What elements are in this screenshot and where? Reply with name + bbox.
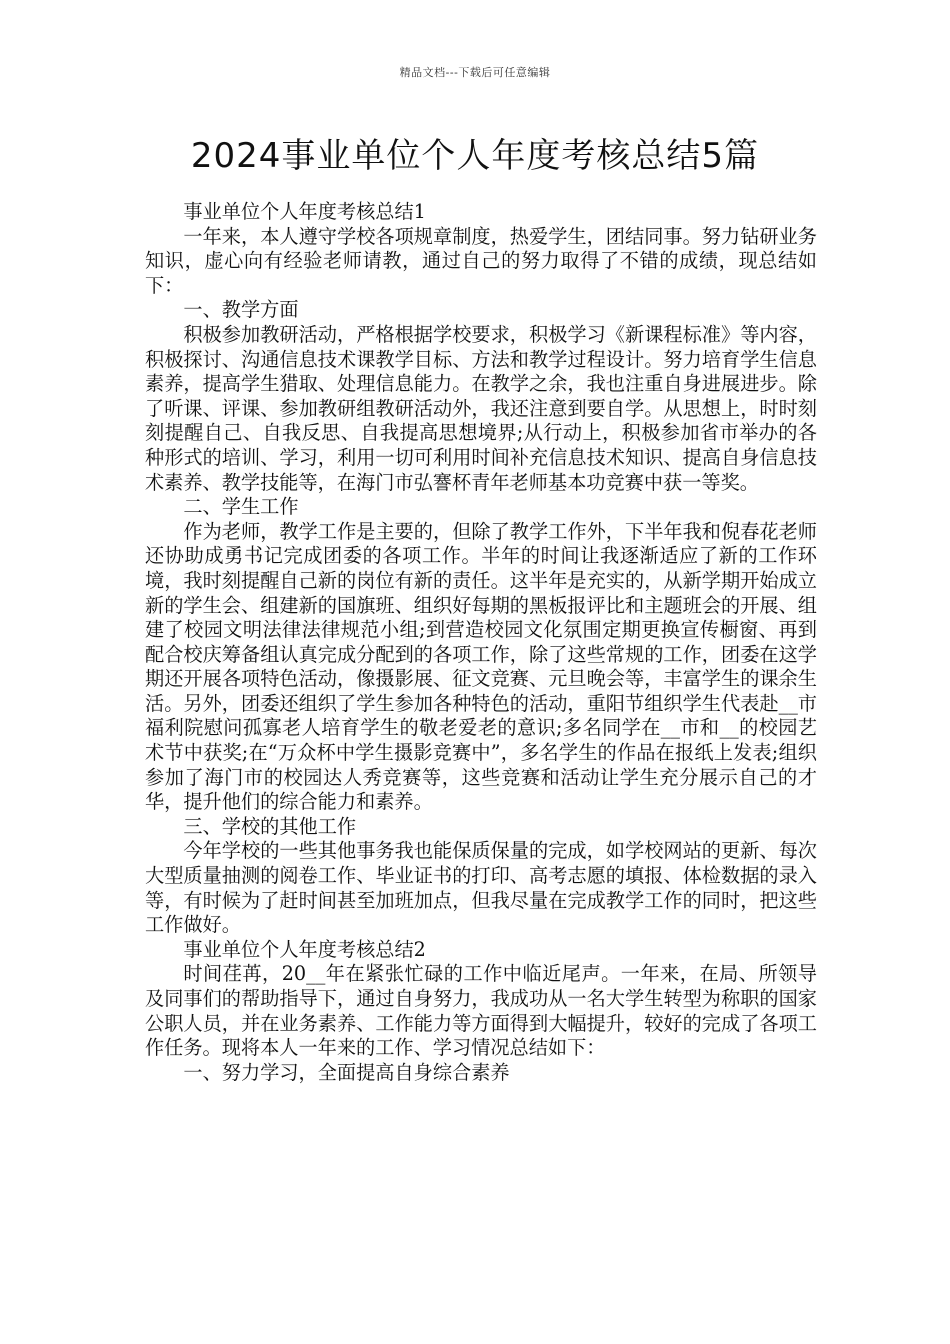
paragraph: 积极参加教研活动，严格根据学校要求，积极学习《新课程标准》等内容，积极探讨、沟通信息技术课教学目标、方法和教学过程设计。努力培育学生信息素养，提高学生猎取、处理信息能力。在教学之余，我也注重自身进展进步。除了听课、评课、参加教研组教研活动外，我还注意到要自学。从思想上，时时刻刻提醒自己、自我反思、自我提高思想境界;从行动上，积极参加省市举办的各种形式的培训、学习，利用一切可利用时间补充信息技术知识、提高自身信息技术素养、教学技能等，在海门市弘謇杯青年老师基本功竞赛中获一等奖。	[145, 322, 817, 494]
paragraph: 作为老师，教学工作是主要的，但除了教学工作外，下半年我和倪春花老师还协助成勇书记完成团委的各项工作。半年的时间让我逐渐适应了新的工作环境，我时刻提醒自己新的岗位有新的责任。这半年是充实的，从新学期开始成立新的学生会、组建新的国旗班、组织好每期的黑板报评比和主题班会的开展、组建了校园文明法律法律规范小组;到营造校园文化氛围定期更换宣传橱窗、再到配合校庆筹备组认真完成分配到的各项工作，除了这些常规的工作，团委在这学期还开展各项特色活动，像摄影展、征文竞赛、元旦晚会等，丰富学生的课余生活。另外，团委还组织了学生参加各种特色的活动，重阳节组织学生代表赴__市福利院慰问孤寡老人培育学生的敬老爱老的意识;多名同学在__市和__的校园艺术节中获奖;在“万众杯中学生摄影竞赛中”，多名学生的作品在报纸上发表;组织参加了海门市的校园达人秀竞赛等，这些竞赛和活动让学生充分展示自己的才华，提升他们的综合能力和素养。	[145, 519, 817, 814]
subsection-heading: 二、学生工作	[183, 495, 299, 519]
section-heading: 事业单位个人年度考核总结1	[183, 200, 426, 223]
section-heading: 事业单位个人年度考核总结2	[183, 937, 426, 961]
header-note: 精品文档---下载后可任意编辑	[399, 66, 551, 79]
paragraph: 今年学校的一些其他事务我也能保质保量的完成，如学校网站的更新、每次大型质量抽测的阅卷工作、毕业证书的打印、高考志愿的填报、体检数据的录入等，有时候为了赶时间甚至加班加点，但我尽量在完成教学工作的同时，把这些工作做好。	[145, 839, 817, 937]
document-body	[145, 200, 817, 1085]
subsection-heading: 三、学校的其他工作	[183, 814, 357, 838]
document-title: 2024事业单位个人年度考核总结5篇	[190, 136, 760, 176]
paragraph: 时间荏苒，20__年在紧张忙碌的工作中临近尾声。一年来，在局、所领导及同事们的帮助指导下，通过自身努力，我成功从一名大学生转型为称职的国家公职人员，并在业务素养、工作能力等方面得到大幅提升，较好的完成了各项工作任务。现将本人一年来的工作、学习情况总结如下：	[145, 962, 817, 1060]
subsection-heading: 一、努力学习，全面提高自身综合素养	[183, 1060, 510, 1084]
subsection-heading: 一、教学方面	[183, 298, 299, 322]
paragraph: 一年来，本人遵守学校各项规章制度，热爱学生，团结同事。努力钻研业务知识，虚心向有经验老师请教，通过自己的努力取得了不错的成绩，现总结如下：	[145, 224, 817, 297]
